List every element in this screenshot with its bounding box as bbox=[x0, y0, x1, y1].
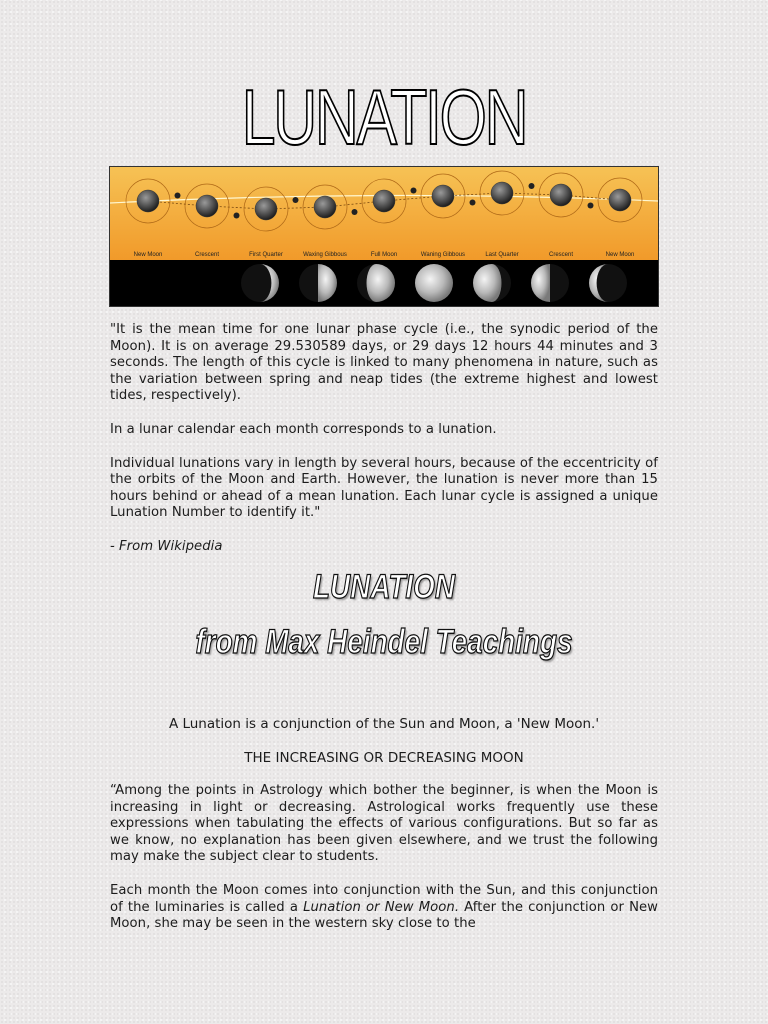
quote-source-text: - From Wikipedia bbox=[110, 538, 223, 554]
earth-mark bbox=[196, 195, 218, 217]
moon-dot bbox=[352, 209, 358, 215]
moon-photo bbox=[473, 264, 511, 302]
moon-photo bbox=[531, 264, 569, 302]
moon-dot bbox=[293, 197, 299, 203]
quote-source bbox=[110, 539, 658, 556]
phase-label: New Moon bbox=[605, 252, 635, 258]
moon-dot bbox=[470, 200, 476, 206]
quote-paragraph-1: "It is the mean time for one lunar phase cycle (i.e., the synodic period of the Moon). It is on average 29.530589 days, or 29 days 12 hours 44 minutes and 3 seconds. The length of this cycle is linked to many phenomena in nature, such as the variation between spring and neap tides (the extreme highest and lowest tides, respectively). bbox=[110, 322, 658, 404]
section-heading: THE INCREASING OR DECREASING MOON bbox=[244, 750, 524, 766]
moon-photo bbox=[241, 264, 279, 302]
heindel-paragraph-2 bbox=[110, 883, 658, 933]
phase-label: Waxing Gibbous bbox=[303, 252, 347, 258]
heindel-text bbox=[110, 783, 658, 933]
earth-mark bbox=[314, 196, 336, 218]
wikipedia-quote bbox=[110, 322, 658, 556]
moon-photo bbox=[357, 264, 395, 302]
earth-mark bbox=[609, 189, 631, 211]
moon-dot bbox=[234, 213, 240, 219]
earth-mark bbox=[491, 182, 513, 204]
heindel-paragraph-1: “Among the points in Astrology which bother the beginner, is when the Moon is increasing in light or decreasing. Astrological works frequently use these expressions when tabulating the effects of various configurations. But so far as we know, no explanation has been given elsewhere, and we trust the following may make the subject clear to students. bbox=[110, 783, 658, 865]
heindel-p2-part-b: After the conjunction or New Moon, she may be seen in the western sky close to the bbox=[110, 899, 658, 932]
moon-dot bbox=[175, 193, 181, 199]
moon-phases-graphic bbox=[110, 167, 658, 306]
earth-mark bbox=[373, 190, 395, 212]
sky-background bbox=[110, 167, 658, 260]
section-subtitle: from Max Heindel Teachings bbox=[195, 623, 573, 661]
moon-photo bbox=[415, 264, 453, 302]
phase-label: New Moon bbox=[133, 252, 163, 258]
section-title: LUNATION bbox=[313, 568, 455, 606]
quote-paragraph-2: In a lunar calendar each month corresponds to a lunation. bbox=[110, 421, 497, 437]
moon-photo bbox=[299, 264, 337, 302]
moon-photo bbox=[589, 264, 627, 302]
phase-label: Waning Gibbous bbox=[420, 252, 466, 258]
phase-label: Crescent bbox=[548, 252, 574, 258]
earth-mark bbox=[550, 184, 572, 206]
earth-mark bbox=[432, 185, 454, 207]
phase-label: Full Moon bbox=[370, 252, 398, 258]
heindel-p2-emphasis: Lunation or New Moon. bbox=[303, 899, 460, 915]
earth-mark bbox=[255, 198, 277, 220]
moon-dot bbox=[411, 188, 417, 194]
quote-paragraph-3: Individual lunations vary in length by several hours, because of the eccentricity of the orbits of the Moon and Earth. However, the lunation is never more than 15 hours behind or ahead of a mean lunation. Each lunar cycle is assigned a unique Lunation Number to identify it." bbox=[110, 455, 658, 521]
phase-label: Last Quarter bbox=[485, 252, 519, 258]
moon-phases-illustration bbox=[109, 166, 659, 307]
heindel-p2-part-a: Each month the Moon comes into conjunction with the Sun, and this conjunction of the luminaries is called a bbox=[110, 882, 658, 915]
moon-dot bbox=[588, 203, 594, 209]
earth-mark bbox=[137, 190, 159, 212]
phase-label: First Quarter bbox=[249, 252, 283, 258]
page-title: LUNATION bbox=[241, 73, 527, 161]
moon-dot bbox=[529, 183, 535, 189]
lunation-definition: A Lunation is a conjunction of the Sun and Moon, a 'New Moon.' bbox=[168, 716, 600, 732]
phase-label: Crescent bbox=[194, 252, 220, 258]
